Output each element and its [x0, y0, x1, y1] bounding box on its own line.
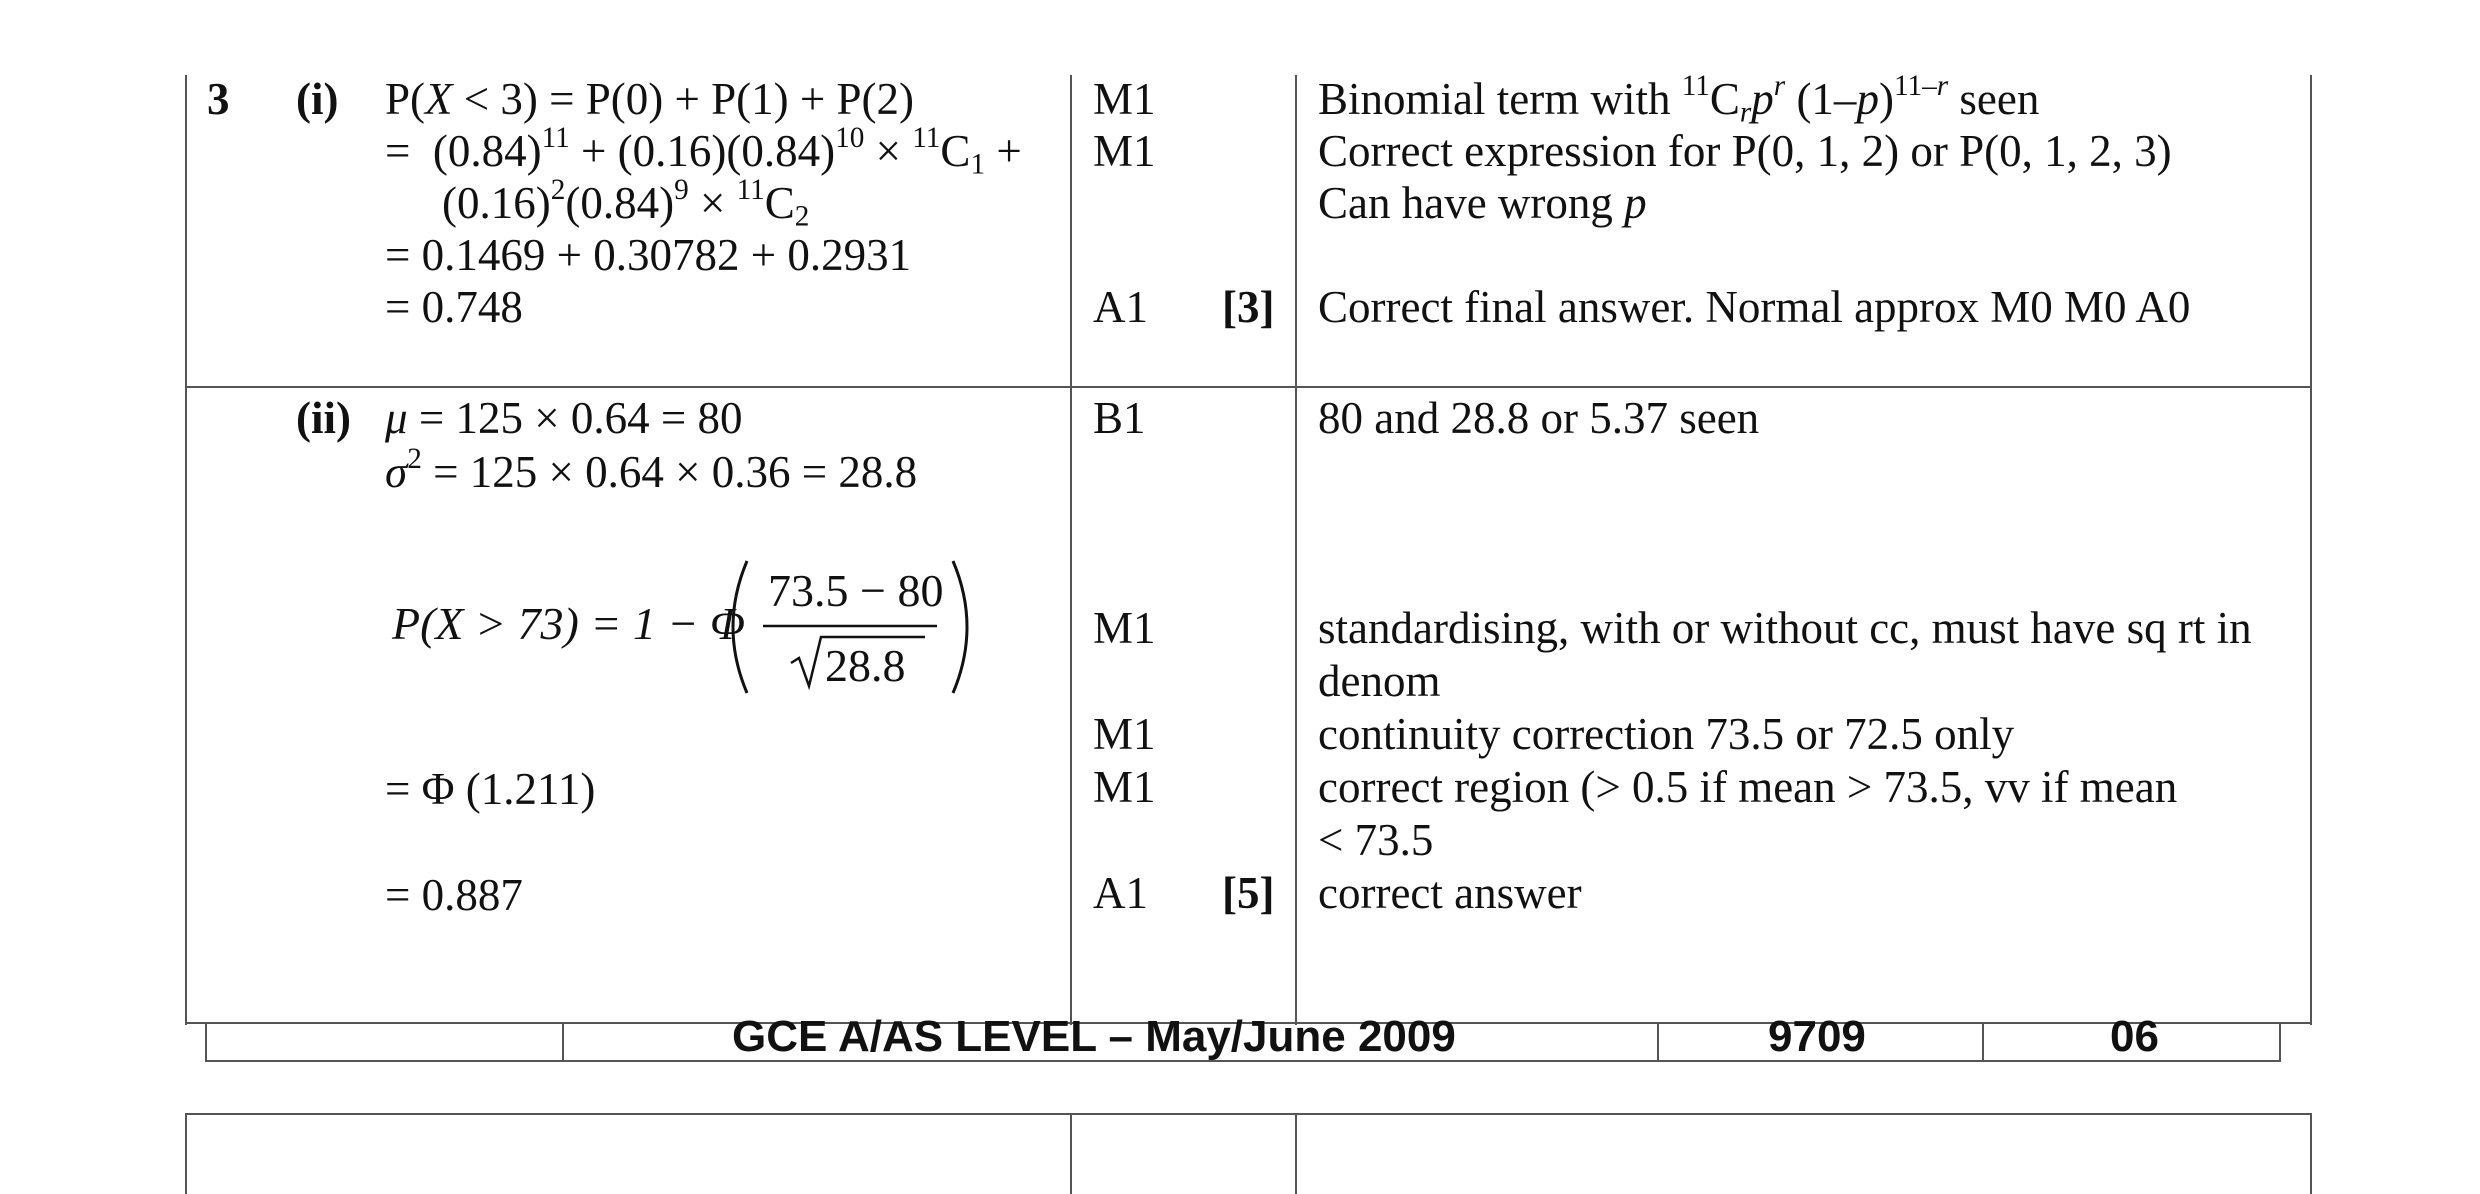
table-divider-marks — [1295, 75, 1297, 1025]
table-divider-answer — [1070, 75, 1072, 1025]
part-i-guidance-1: Binomial term with $^{11}C_rp^r$ $(1-p)^{11-r}$ seen — [1318, 70, 2040, 129]
part-ii-mark-m1-cc: M1 — [1093, 709, 1156, 759]
part-i-guidance-3: Can have wrong p — [1318, 178, 1647, 228]
part-ii-guidance-2a: standardising, with or without cc, must have sq rt in — [1318, 603, 2252, 653]
part-ii-label: (ii) — [296, 393, 351, 443]
part-ii-phi-line: = Φ (1.211) — [385, 764, 596, 814]
part-i-mark-3: A1 — [1093, 282, 1148, 332]
part-i-guidance-2: Correct expression for P(0, 1, 2) or P(0, 1, 2, 3) — [1318, 126, 2172, 176]
part-i-mark-2: M1 — [1093, 126, 1156, 176]
part-ii-guidance-2b: denom — [1318, 656, 1441, 706]
part-ii-mark-m1-region: M1 — [1093, 762, 1156, 812]
header-divider-3 — [1982, 1022, 1984, 1060]
part-i-work-line2: = $(0.84)^{11} + (0.16)(0.84)^{10} \times ^{11}C_1$ + — [385, 122, 1022, 181]
question-number: 3 — [207, 74, 230, 124]
header-exam-title: GCE A/AS LEVEL – May/June 2009 — [732, 1012, 1456, 1061]
part-ii-mark-b1: B1 — [1093, 393, 1146, 443]
part-i-label: (i) — [296, 74, 339, 124]
part-ii-guidance-5: correct answer — [1318, 868, 1582, 918]
part-ii-answer-line: = 0.887 — [385, 870, 523, 920]
part-ii-total: [5] — [1222, 868, 1275, 918]
part-i-work-line5: = 0.748 — [385, 282, 523, 332]
row-divider — [185, 386, 2312, 388]
next-table-divider-marks — [1295, 1113, 1297, 1194]
part-ii-mu-line: μ = 125 × 0.64 = 80 — [385, 393, 743, 443]
part-ii-mark-m1-standardise: M1 — [1093, 603, 1156, 653]
table-left-border — [185, 75, 187, 1025]
part-i-work-line1: P(X < 3) = P(0) + P(1) + P(2) — [385, 74, 915, 124]
part-i-work-line4: = 0.1469 + 0.30782 + 0.2931 — [385, 230, 912, 280]
part-ii-mark-a1: A1 — [1093, 868, 1148, 918]
part-ii-sigma-line: $\sigma^2 = 125 \times 0.64 \times 0.36 = 28.8$ — [385, 443, 918, 497]
part-i-total: [3] — [1222, 282, 1275, 332]
next-table-left-border — [185, 1113, 187, 1194]
part-ii-formula-lhs: P(X > 73) = 1 − Φ — [392, 598, 745, 649]
part-i-work-line3: $(0.16)^2(0.84)^9 \times ^{11}C_2$ — [442, 174, 810, 233]
header-divider-2 — [1657, 1022, 1659, 1060]
left-paren — [733, 561, 747, 693]
next-table-right-border — [2310, 1113, 2312, 1194]
header-syllabus-code: 9709 — [1768, 1012, 1866, 1061]
header-paper-number: 06 — [2110, 1012, 2159, 1061]
part-ii-guidance-3: continuity correction 73.5 or 72.5 only — [1318, 709, 2015, 759]
header-divider-1 — [562, 1022, 564, 1060]
fraction-numerator: 73.5 − 80 — [768, 565, 944, 616]
next-table-top-border — [185, 1113, 2312, 1115]
right-paren — [953, 561, 967, 693]
part-ii-guidance-4b: < 73.5 — [1318, 815, 1434, 865]
next-table-divider-answer — [1070, 1113, 1072, 1194]
part-i-mark-1: M1 — [1093, 74, 1156, 124]
fraction-denominator: 28.8 — [825, 640, 906, 691]
part-ii-guidance-4a: correct region (> 0.5 if mean > 73.5, vv if mean — [1318, 762, 2178, 812]
part-i-guidance-4: Correct final answer. Normal approx M0 M0 A0 — [1318, 282, 2191, 332]
part-ii-guidance-1: 80 and 28.8 or 5.37 seen — [1318, 393, 1760, 443]
table-right-border — [2310, 75, 2312, 1025]
